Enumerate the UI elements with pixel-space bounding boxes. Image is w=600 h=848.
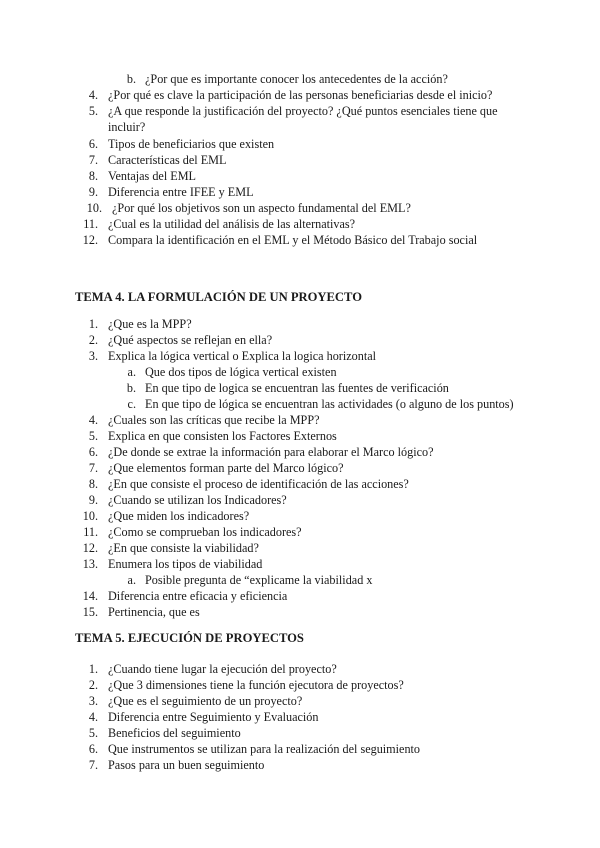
item-number: 5. — [88, 104, 98, 118]
item-number: 1. — [88, 662, 98, 676]
item-text: ¿Cuando se utilizan los Indicadores? — [108, 493, 287, 507]
item-number: 3. — [88, 694, 98, 708]
item-text: Diferencia entre IFEE y EML — [108, 185, 254, 199]
item-text: Diferencia entre Seguimiento y Evaluación — [108, 710, 319, 724]
item-text: Características del EML — [108, 153, 227, 167]
item-number: 7. — [88, 461, 98, 475]
item-number: 4. — [88, 88, 98, 102]
section-title: TEMA 5. EJECUCIÓN DE PROYECTOS — [75, 631, 304, 645]
item-number: 14. — [82, 589, 98, 603]
item-number: 10. — [82, 509, 98, 523]
item-text: ¿Que miden los indicadores? — [108, 509, 250, 523]
item-text: ¿En que consiste el proceso de identificación de las acciones? — [108, 477, 409, 491]
item-text: Enumera los tipos de viabilidad — [108, 557, 263, 571]
item-text: Tipos de beneficiarios que existen — [108, 137, 275, 151]
item-text: En que tipo de logica se encuentran las fuentes de verificación — [145, 381, 449, 395]
item-text: ¿De donde se extrae la información para elaborar el Marco lógico? — [108, 445, 434, 459]
item-text: Explica en que consisten los Factores Externos — [108, 429, 337, 443]
item-text: ¿Por que es importante conocer los antecedentes de la acción? — [145, 72, 448, 86]
item-text: ¿Que es el seguimiento de un proyecto? — [108, 694, 303, 708]
item-text: Que instrumentos se utilizan para la realización del seguimiento — [108, 742, 421, 756]
item-number: 11. — [83, 217, 98, 231]
item-text: ¿Que elementos forman parte del Marco lógico? — [108, 461, 344, 475]
item-number: 4. — [88, 413, 98, 427]
item-number: 6. — [88, 137, 98, 151]
item-letter: a. — [127, 573, 136, 587]
item-text: ¿Que 3 dimensiones tiene la función ejecutora de proyectos? — [108, 678, 404, 692]
item-text: ¿Cual es la utilidad del análisis de las alternativas? — [108, 217, 356, 231]
item-text: Compara la identificación en el EML y el Método Básico del Trabajo social — [108, 233, 478, 247]
item-text: ¿Como se comprueban los indicadores? — [108, 525, 302, 539]
item-number: 9. — [88, 493, 98, 507]
item-number: 9. — [88, 185, 98, 199]
item-text: Posible pregunta de “explicame la viabilidad x — [145, 573, 373, 587]
item-number: 8. — [88, 169, 98, 183]
item-text: ¿Por qué es clave la participación de las personas beneficiarias desde el inicio? — [108, 88, 493, 102]
item-number: 10. — [86, 201, 102, 215]
item-number: 12. — [82, 541, 98, 555]
item-text: ¿Qué aspectos se reflejan en ella? — [108, 333, 273, 347]
item-number: 7. — [88, 153, 98, 167]
item-number: 5. — [88, 429, 98, 443]
item-text: Diferencia entre eficacia y eficiencia — [108, 589, 288, 603]
item-number: 5. — [88, 726, 98, 740]
item-number: 11. — [83, 525, 98, 539]
item-letter: c. — [127, 397, 136, 411]
item-text: Explica la lógica vertical o Explica la logica horizontal — [108, 349, 377, 363]
item-letter: a. — [127, 365, 136, 379]
item-number: b. — [126, 72, 136, 86]
item-text: Beneficios del seguimiento — [108, 726, 241, 740]
item-number: 6. — [88, 742, 98, 756]
item-number: 2. — [88, 333, 98, 347]
item-number: 12. — [82, 233, 98, 247]
item-text: En que tipo de lógica se encuentran las actividades (o alguno de los puntos) — [145, 397, 514, 411]
item-text: Pasos para un buen seguimiento — [108, 758, 265, 772]
item-text-continuation: incluir? — [108, 120, 146, 134]
item-text: ¿Cuales son las críticas que recibe la MPP? — [108, 413, 320, 427]
item-text: Ventajas del EML — [108, 169, 196, 183]
item-text: ¿Cuando tiene lugar la ejecución del proyecto? — [108, 662, 337, 676]
item-text: ¿A que responde la justificación del proyecto? ¿Qué puntos esenciales tiene que — [108, 104, 498, 118]
item-text: Que dos tipos de lógica vertical existen — [145, 365, 337, 379]
item-number: 2. — [88, 678, 98, 692]
item-number: 1. — [88, 317, 98, 331]
item-number: 4. — [88, 710, 98, 724]
item-text: ¿En que consiste la viabilidad? — [108, 541, 259, 555]
item-number: 6. — [88, 445, 98, 459]
item-number: 7. — [88, 758, 98, 772]
item-text: Pertinencia, que es — [108, 605, 200, 619]
item-letter: b. — [126, 381, 136, 395]
item-text: ¿Que es la MPP? — [108, 317, 192, 331]
item-text: ¿Por qué los objetivos son un aspecto fundamental del EML? — [112, 201, 411, 215]
item-number: 13. — [82, 557, 98, 571]
item-number: 8. — [88, 477, 98, 491]
section-title: TEMA 4. LA FORMULACIÓN DE UN PROYECTO — [75, 290, 362, 304]
item-number: 3. — [88, 349, 98, 363]
item-number: 15. — [82, 605, 98, 619]
